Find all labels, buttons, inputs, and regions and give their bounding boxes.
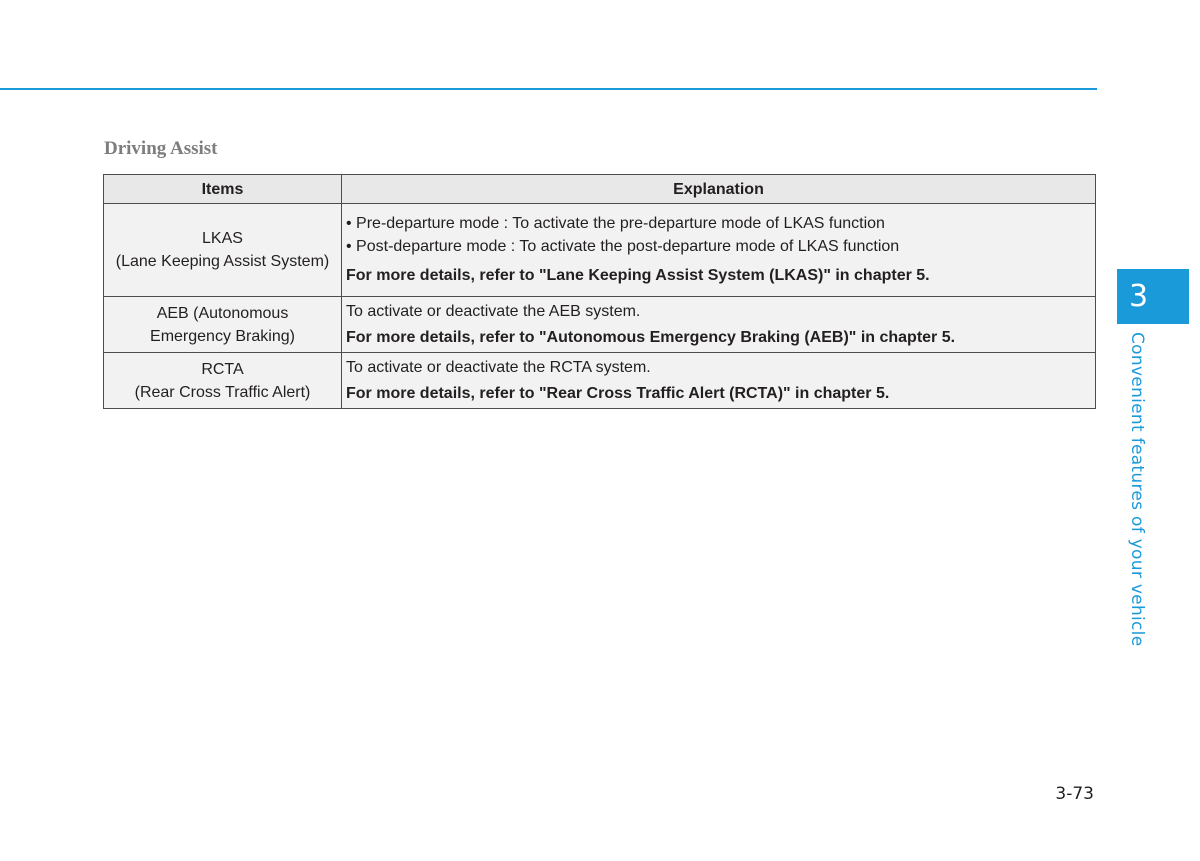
driving-assist-table [103, 174, 1096, 409]
chapter-reference: For more details, refer to "Rear Cross Traffic Alert (RCTA)" in chapter 5. [346, 384, 890, 402]
item-name: RCTA [201, 360, 244, 378]
bullet-item: • Pre-departure mode : To activate the pre-departure mode of LKAS function [346, 215, 885, 232]
item-cell-aeb [104, 297, 342, 353]
section-title: Driving Assist [104, 138, 218, 159]
item-name: LKAS [202, 230, 243, 247]
item-fullname: (Lane Keeping Assist System) [115, 253, 330, 270]
chapter-title: Convenient features of your vehicle [1127, 332, 1147, 647]
item-name: AEB (Autonomous [156, 304, 289, 322]
column-header-items: Items [104, 175, 342, 204]
explanation-cell-rcta [342, 353, 1096, 409]
explanation-text: To activate or deactivate the RCTA system. [346, 358, 651, 376]
item-fullname: (Rear Cross Traffic Alert) [134, 383, 311, 401]
chapter-number-tab [1117, 269, 1189, 324]
explanation-text: To activate or deactivate the AEB system. [346, 302, 641, 320]
explanation-cell-aeb [342, 297, 1096, 353]
chapter-reference: For more details, refer to "Autonomous Emergency Braking (AEB)" in chapter 5. [346, 328, 956, 346]
item-cell-rcta [104, 353, 342, 409]
explanation-cell-lkas [342, 204, 1096, 297]
item-fullname: Emergency Braking) [150, 327, 295, 345]
table-row [104, 353, 1096, 409]
column-header-explanation: Explanation [342, 175, 1096, 204]
table-row [104, 204, 1096, 297]
top-rule [0, 88, 1097, 90]
table-header-row [104, 175, 1096, 204]
bullet-item: • Post-departure mode : To activate the post-departure mode of LKAS function [346, 238, 900, 255]
item-cell-lkas [104, 204, 342, 297]
table-row [104, 297, 1096, 353]
chapter-number: 3 [1129, 279, 1149, 314]
page-number: 3-73 [1055, 784, 1094, 804]
chapter-reference: For more details, refer to "Lane Keeping Assist System (LKAS)" in chapter 5. [346, 267, 930, 284]
